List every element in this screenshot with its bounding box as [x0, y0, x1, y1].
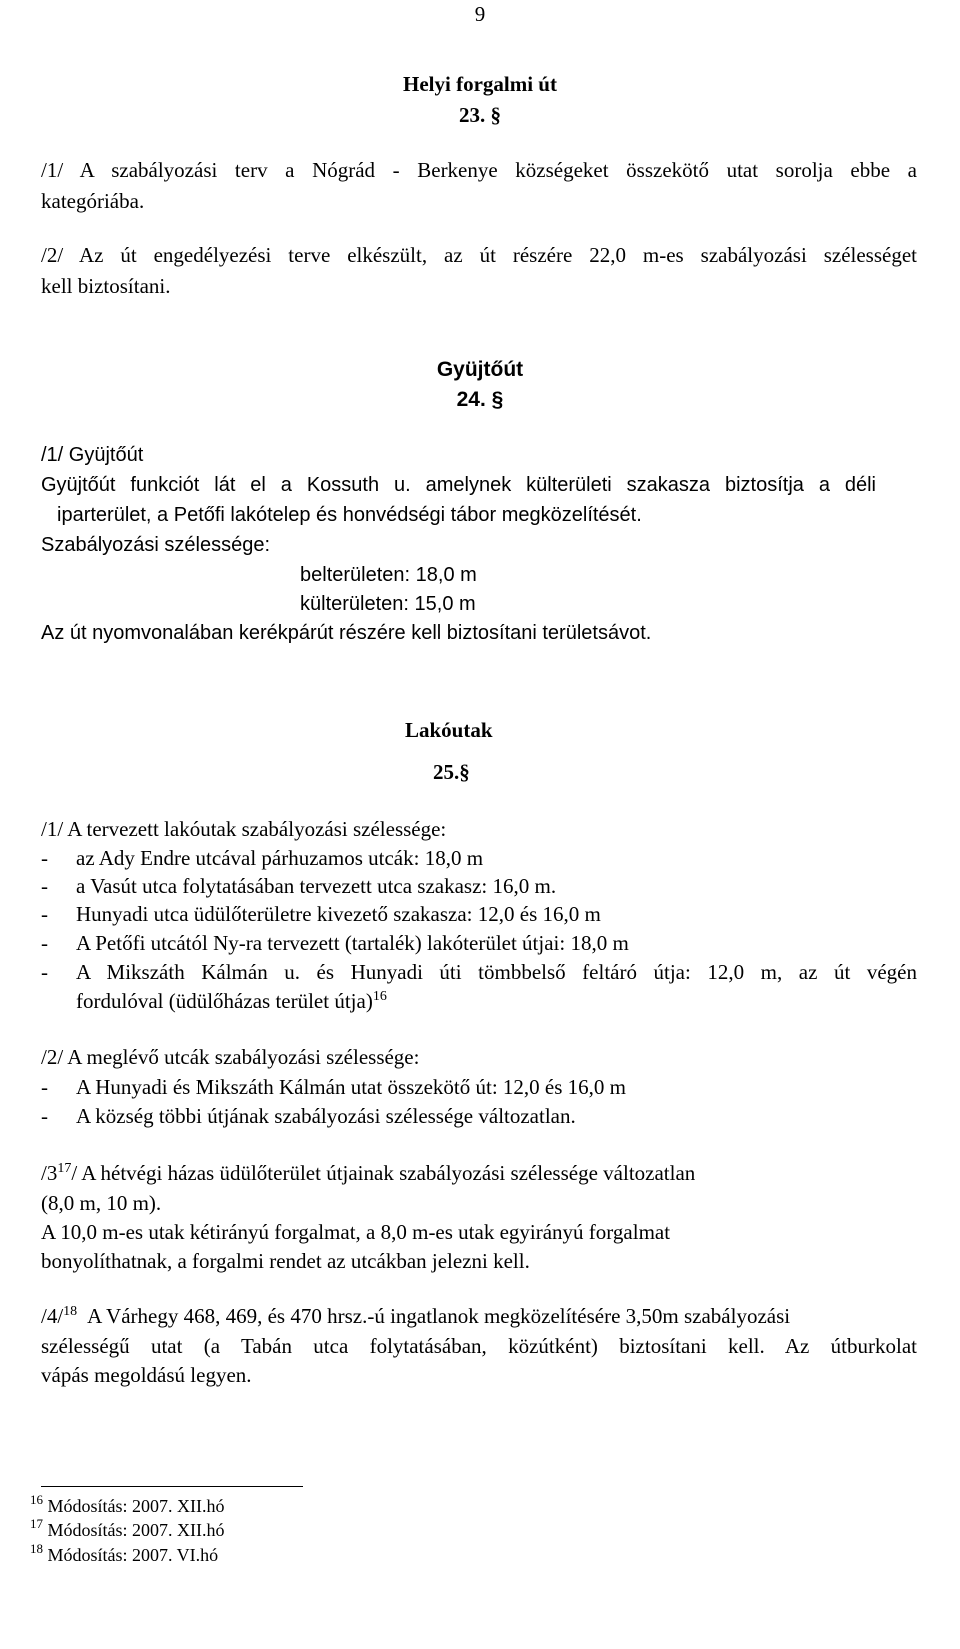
section-25-num: 25. [433, 760, 460, 784]
footnote-num: 17 [30, 1516, 43, 1531]
footnote-ref-16[interactable]: 16 [372, 989, 387, 1004]
footnote-num: 18 [30, 1541, 43, 1556]
list-item: az Ady Endre utcával párhuzamos utcák: 18,0 m [76, 846, 484, 870]
item5-cont-text: fordulóval (üdülőházas terület útja) [76, 989, 373, 1013]
s24-width-label: Szabályozási szélessége: [41, 534, 271, 556]
s24-p1-line2: iparterület, a Petőfi lakótelep és honvédségi tábor megközelítését. [57, 504, 642, 526]
section-24-heading: Gyüjtőút [436, 358, 524, 381]
list-item: a Vasút utca folytatásában tervezett utca szakasz: 16,0 m. [76, 874, 557, 898]
s23-p1-line2: kategóriába. [41, 189, 145, 213]
list-dash: - [41, 874, 48, 898]
s25-p4-pre: /4/ [41, 1304, 64, 1328]
section-23-num: 23. [459, 103, 486, 127]
s25-p3-pre: /3 [41, 1161, 58, 1185]
s25-p3-line2: (8,0 m, 10 m). [41, 1191, 162, 1215]
section-25-heading: Lakóutak [405, 718, 493, 742]
s24-inner-width: belterületen: 18,0 m [300, 564, 477, 586]
footnote-ref-17[interactable]: 17 [57, 1161, 72, 1176]
s23-p2-line2: kell biztosítani. [41, 274, 171, 298]
list-dash: - [41, 931, 48, 955]
section-25-number [433, 758, 470, 786]
footnote-18 [30, 1541, 219, 1565]
s23-p2-line1: /2/ Az út engedélyezési terve elkészült, az út részére 22,0 m-es szabályozási szélességet [41, 243, 917, 267]
footnote-num: 16 [30, 1492, 43, 1507]
footnote-16 [30, 1492, 225, 1516]
list-item: Hunyadi utca üdülőterületre kivezető szakasza: 12,0 és 16,0 m [76, 902, 601, 926]
s23-p1-line1: /1/ A szabályozási terv a Nógrád - Berkenye községeket összekötő utat sorolja ebbe a [41, 158, 917, 182]
section-23-number [0, 101, 960, 129]
list-dash: - [41, 846, 48, 870]
section-23-heading: Helyi forgalmi út [403, 72, 557, 96]
s25-p4-line2: szélességű utat (a Tabán utca folytatásában, közútként) biztosítani kell. Az útburkolat [41, 1334, 917, 1358]
s24-p1-label: /1/ Gyüjtőút [41, 444, 144, 466]
section-23-sign: § [490, 103, 501, 127]
section-24-number [0, 386, 960, 414]
list-dash: - [41, 902, 48, 926]
s25-p1-title: /1/ A tervezett lakóutak szabályozási szélessége: [41, 817, 447, 841]
footnote-text: Módosítás: 2007. XII.hó [47, 1496, 225, 1516]
s25-p3-text: / A hétvégi házas üdülőterület útjainak szabályozási szélessége változatlan [71, 1161, 696, 1185]
list-item: A Mikszáth Kálmán u. és Hunyadi úti tömbbelső feltáró útja: 12,0 m, az út végén [76, 960, 917, 984]
section-25-sign: § [459, 760, 470, 784]
s25-p2-title: /2/ A meglévő utcák szabályozási szélessége: [41, 1045, 420, 1069]
footnote-text: Módosítás: 2007. VI.hó [47, 1545, 219, 1565]
s25-p3-line3: A 10,0 m-es utak kétirányú forgalmat, a 8,0 m-es utak egyirányú forgalmat [41, 1220, 671, 1244]
list-dash: - [41, 960, 48, 984]
list-item: A Hunyadi és Mikszáth Kálmán utat összekötő út: 12,0 és 16,0 m [76, 1075, 627, 1099]
footnote-divider [41, 1486, 303, 1487]
s24-outer-width: külterületen: 15,0 m [300, 593, 476, 615]
s24-bike-path: Az út nyomvonalában kerékpárút részére kell biztosítani területsávot. [41, 622, 652, 644]
list-item: A község többi útjának szabályozási szélessége változatlan. [76, 1104, 576, 1128]
s25-p4-line3: vápás megoldású legyen. [41, 1363, 252, 1387]
s25-p3-line4: bonyolíthatnak, a forgalmi rendet az utcákban jelezni kell. [41, 1249, 530, 1273]
s24-p1-line1: Gyüjtőút funkciót lát el a Kossuth u. amelynek külterületi szakasza biztosítja a déli [41, 474, 876, 496]
list-item-continuation [76, 987, 387, 1015]
footnote-ref-18[interactable]: 18 [63, 1304, 78, 1319]
section-24-sign: § [491, 388, 504, 411]
footnote-text: Módosítás: 2007. XII.hó [47, 1520, 225, 1540]
list-dash: - [41, 1075, 48, 1099]
s25-p4-line1 [41, 1302, 790, 1330]
s25-p3-line1 [41, 1159, 695, 1187]
list-item: A Petőfi utcától Ny-ra tervezett (tartalék) lakóterület útjai: 18,0 m [76, 931, 629, 955]
footnote-17 [30, 1516, 225, 1540]
s25-p4-text: A Várhegy 468, 469, és 470 hrsz.-ú ingatlanok megközelítésére 3,50m szabályozási [87, 1304, 791, 1328]
section-24-num: 24. [456, 388, 486, 411]
page-number: 9 [474, 2, 486, 26]
list-dash: - [41, 1104, 48, 1128]
